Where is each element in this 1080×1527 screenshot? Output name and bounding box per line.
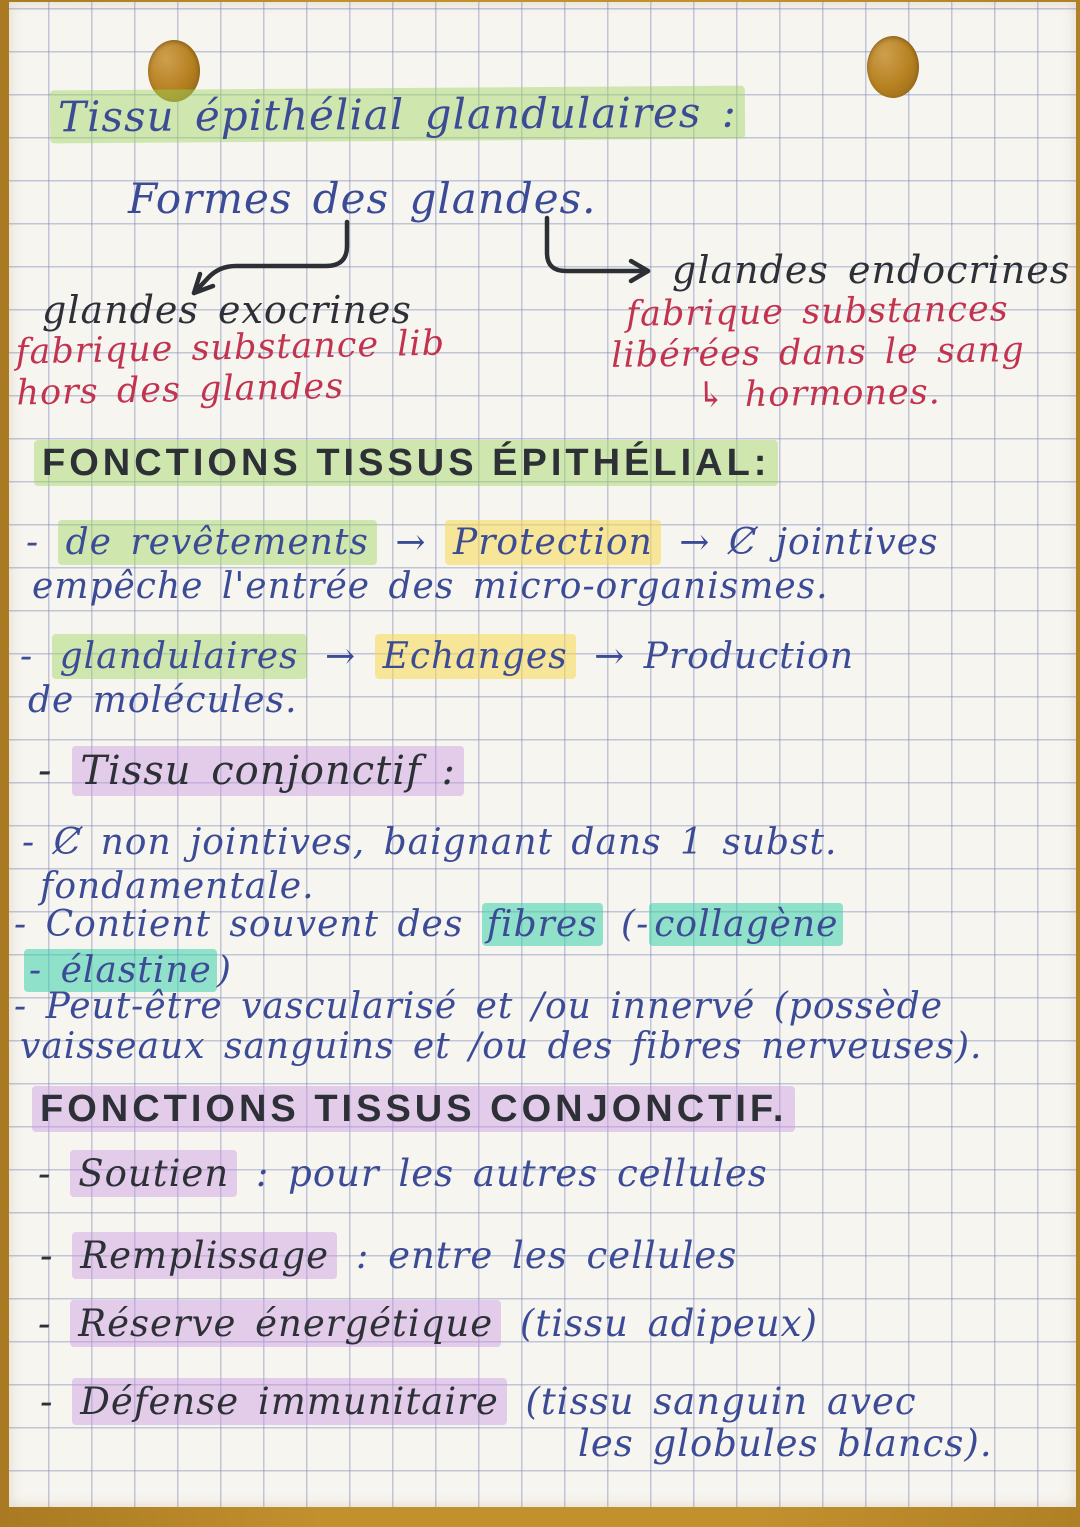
bullet-dash: -	[40, 1234, 73, 1277]
fonctions-conjonctif-heading-text: FONCTIONS TISSUS CONJONCTIF.	[32, 1086, 795, 1132]
endocrine-note	[577, 289, 1059, 419]
epithelial-heading-text: FONCTIONS TISSUS ÉPITHÉLIAL:	[34, 440, 778, 486]
collagene-highlight: collagène	[649, 903, 843, 946]
bullet-dash: -	[38, 1152, 71, 1195]
reserve-rest: (tissu adipeux)	[501, 1302, 818, 1345]
fonction-item-soutien	[38, 1152, 768, 1195]
glandulaires-highlight: glandulaires	[52, 634, 307, 679]
bullet-dash: -	[20, 636, 52, 677]
arrow-glyph: →	[376, 522, 445, 563]
bullet-dash: -	[40, 1380, 73, 1423]
item1-tail: → Ȼ jointives	[660, 522, 939, 563]
conjonctif-bullet1-line2: fondamentale.	[40, 866, 315, 907]
protection-highlight: Protection	[445, 520, 661, 565]
item2-tail: → Production	[575, 636, 855, 677]
conjonctif-bullet1-line1: - Ȼ non jointives, baignant dans 1 subst.	[22, 822, 838, 863]
epithelial-item1-line2: empêche l'entrée des micro-organismes.	[32, 566, 829, 607]
bullet2-tail: )	[216, 950, 232, 991]
endocrine-note-line1: fabrique substances	[625, 289, 1009, 335]
endocrine-note-line3: ↳ hormones.	[696, 372, 942, 416]
bullet-dash: -	[26, 522, 58, 563]
exocrine-note-line2: hors des glandes	[16, 366, 345, 414]
elastine-highlight: - élastine	[24, 949, 217, 992]
endocrine-label: glandes endocrines	[672, 248, 1071, 292]
remplissage-highlight: Remplissage	[72, 1232, 337, 1279]
soutien-rest: : pour les autres cellules	[237, 1152, 768, 1195]
exocrine-label: glandes exocrines	[42, 288, 412, 332]
bullet2-prefix: - Contient souvent des	[14, 904, 482, 945]
fonction-item-defense	[40, 1380, 917, 1423]
subtitle: Formes des glandes.	[128, 174, 597, 223]
defense-highlight: Défense immunitaire	[72, 1378, 506, 1425]
conjonctif-heading-text: Tissu conjonctif :	[72, 746, 464, 796]
reserve-highlight: Réserve énergétique	[70, 1300, 501, 1347]
endocrine-note-line2: libérées dans le sang	[610, 330, 1025, 376]
fonction-item-defense-line2: les globules blancs).	[578, 1422, 993, 1465]
defense-rest: (tissu sanguin avec	[506, 1380, 917, 1423]
conjonctif-bullet3-line1: - Peut-être vascularisé et /ou innervé (possède	[14, 986, 944, 1027]
page-title-text: Tissu épithélial glandulaires :	[50, 86, 745, 144]
epithelial-item2-line2: de molécules.	[28, 680, 298, 721]
exocrine-note-line1: fabrique substance lib	[15, 323, 446, 373]
bullet-dash: -	[38, 1302, 71, 1345]
fonction-item-remplissage	[40, 1234, 737, 1277]
epithelial-item1	[26, 522, 939, 563]
page-title	[50, 88, 745, 142]
arrow-glyph: →	[306, 636, 375, 677]
conjonctif-bullet2-line1	[14, 904, 843, 945]
epithelial-heading	[34, 442, 778, 485]
conjonctif-bullet3-line2: vaisseaux sanguins et /ou des fibres nerveuses).	[20, 1026, 983, 1067]
bullet2-mid: (-	[602, 904, 650, 945]
fonctions-conjonctif-heading	[32, 1088, 795, 1131]
revetements-highlight: de revêtements	[58, 520, 377, 565]
fibres-highlight: fibres	[482, 903, 603, 946]
remplissage-rest: : entre les cellules	[337, 1234, 738, 1277]
arrow-left-icon	[194, 222, 347, 293]
soutien-highlight: Soutien	[70, 1150, 237, 1197]
bullet-dash: -	[38, 748, 73, 794]
conjonctif-bullet2-line2	[24, 950, 232, 991]
echanges-highlight: Echanges	[375, 634, 576, 679]
conjonctif-heading	[38, 748, 464, 794]
epithelial-item2	[20, 636, 854, 677]
fonction-item-reserve	[38, 1302, 818, 1345]
exocrine-note	[15, 324, 446, 415]
